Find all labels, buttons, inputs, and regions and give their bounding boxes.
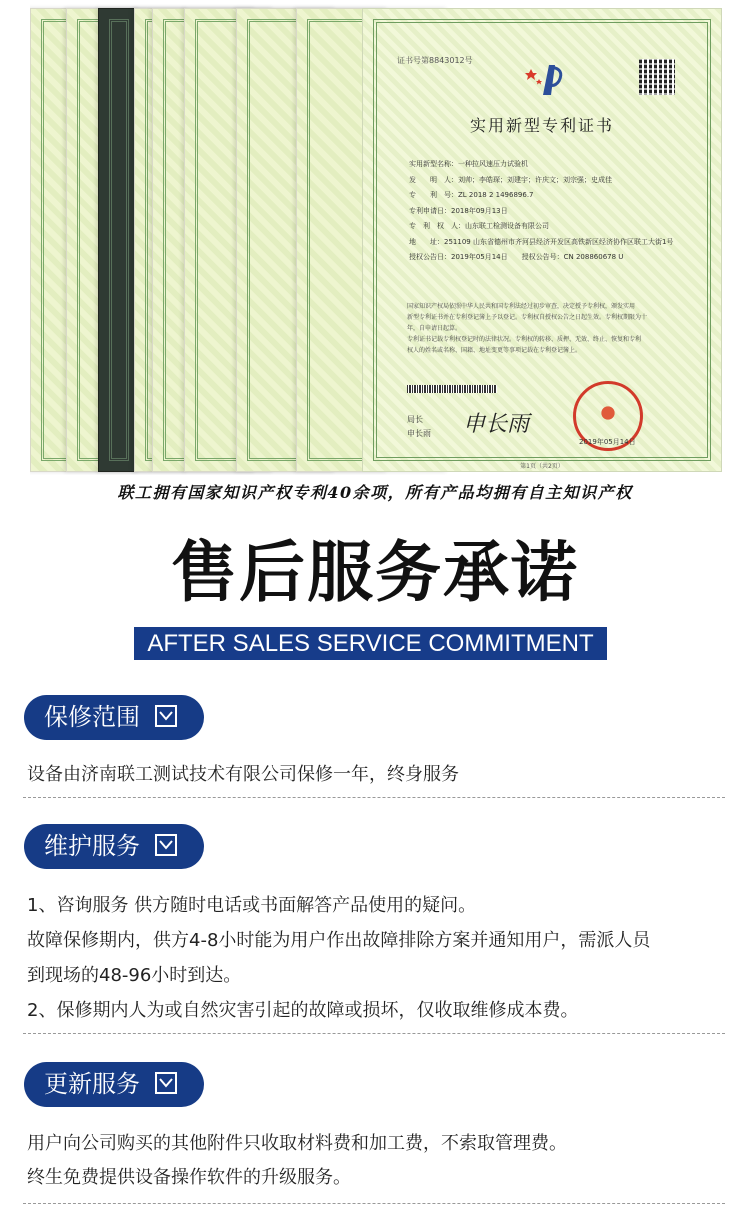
- signature-label: 申长雨: [407, 429, 431, 438]
- section-divider: [23, 1203, 725, 1204]
- certificate-body-line: 权人的姓名或名称、国籍、地址变更等事项记载在专利登记簿上。: [407, 347, 582, 354]
- check-box-icon: [155, 834, 177, 856]
- certificate-line: 授权公告日：2019年05月14日 授权公告号：CN 208860678 U: [409, 253, 624, 261]
- signature-labels: [407, 413, 431, 441]
- page-title: 售后服务承诺: [171, 534, 579, 611]
- section-text-line: 用户向公司购买的其他附件只收取材料费和加工费，不索取管理费。: [27, 1133, 567, 1154]
- certificate-details: [409, 157, 691, 266]
- section-text-line: 1、咨询服务 供方随时电话或书面解答产品使用的疑问。: [27, 895, 477, 916]
- section-text-line: 故障保修期内，供方4-8小时能为用户作出故障排除方案并通知用户，需派人员: [27, 930, 651, 951]
- section-text-line: 到现场的48-96小时到达。: [27, 965, 242, 986]
- certificate-line: 地 址：251109 山东省德州市齐河县经济开发区高铁新区经济协作区联工大街1号: [409, 237, 674, 246]
- seal-date: 2019年05月14日: [579, 438, 636, 446]
- certificate-caption: 联工拥有国家知识产权专利40余项，所有产品均拥有自主知识产权: [117, 483, 633, 502]
- section-text-line: 2、保修期内人为或自然灾害引起的故障或损坏，仅收取维修成本费。: [27, 1000, 579, 1021]
- certificate-line: 实用新型名称：一种拉风速压力试验机: [409, 160, 528, 168]
- qr-code-icon: [639, 59, 675, 95]
- certificate-body-line: 国家知识产权局依照中华人民共和国专利法经过初步审查，决定授予专利权，颁发实用: [407, 303, 636, 310]
- certificate-body-line: 年，自申请日起算。: [407, 325, 462, 332]
- certificate-number: 证书号第8843012号: [397, 56, 473, 65]
- section-divider: [23, 1033, 725, 1034]
- section-label: 更新服务: [44, 1070, 140, 1098]
- check-box-icon: [155, 705, 177, 727]
- section-text-line: 终生免费提供设备操作软件的升级服务。: [27, 1167, 351, 1188]
- section-header-updates: [24, 1062, 204, 1107]
- section-label: 保修范围: [44, 703, 140, 731]
- certificate-line: 专 利 号：ZL 2018 2 1496896.7: [409, 191, 534, 199]
- section-header-warranty: [24, 695, 204, 740]
- patent-office-logo-icon: [523, 61, 567, 97]
- section-text-line: 设备由济南联工测试技术有限公司保修一年，终身服务: [27, 764, 459, 785]
- certificate-body-line: 新型专利证书并在专利登记簿上予以登记。专利权自授权公告之日起生效。专利权期限为十: [407, 314, 648, 321]
- certificate-title: 实用新型专利证书: [469, 116, 614, 135]
- barcode-icon: [407, 385, 497, 393]
- certificate-line: 专利申请日：2018年09月13日: [409, 206, 508, 215]
- certificate-body-line: 专利证书记载专利权登记时的法律状况。专利权的转移、质押、无效、终止、恢复和专利: [407, 336, 642, 343]
- certificate-body-text: [407, 301, 687, 356]
- english-subtitle-banner: AFTER SALES SERVICE COMMITMENT: [134, 627, 607, 660]
- signature-label: 局长: [407, 415, 423, 424]
- check-box-icon: [155, 1072, 177, 1094]
- section-label: 维护服务: [44, 832, 140, 860]
- section-header-maintenance: [24, 824, 204, 869]
- certificate-line: 专 利 权 人：山东联工检测设备有限公司: [409, 222, 549, 230]
- patent-certificate-front: [362, 8, 722, 472]
- section-divider: [23, 797, 725, 798]
- certificate-line: 发 明 人：刘帅；李皓琛；刘建宇；许庆文；刘宗强；史成佳: [409, 175, 612, 184]
- handwritten-signature: 申长雨: [463, 412, 530, 437]
- certificate-page-number: 第1页（共2页）: [520, 463, 564, 470]
